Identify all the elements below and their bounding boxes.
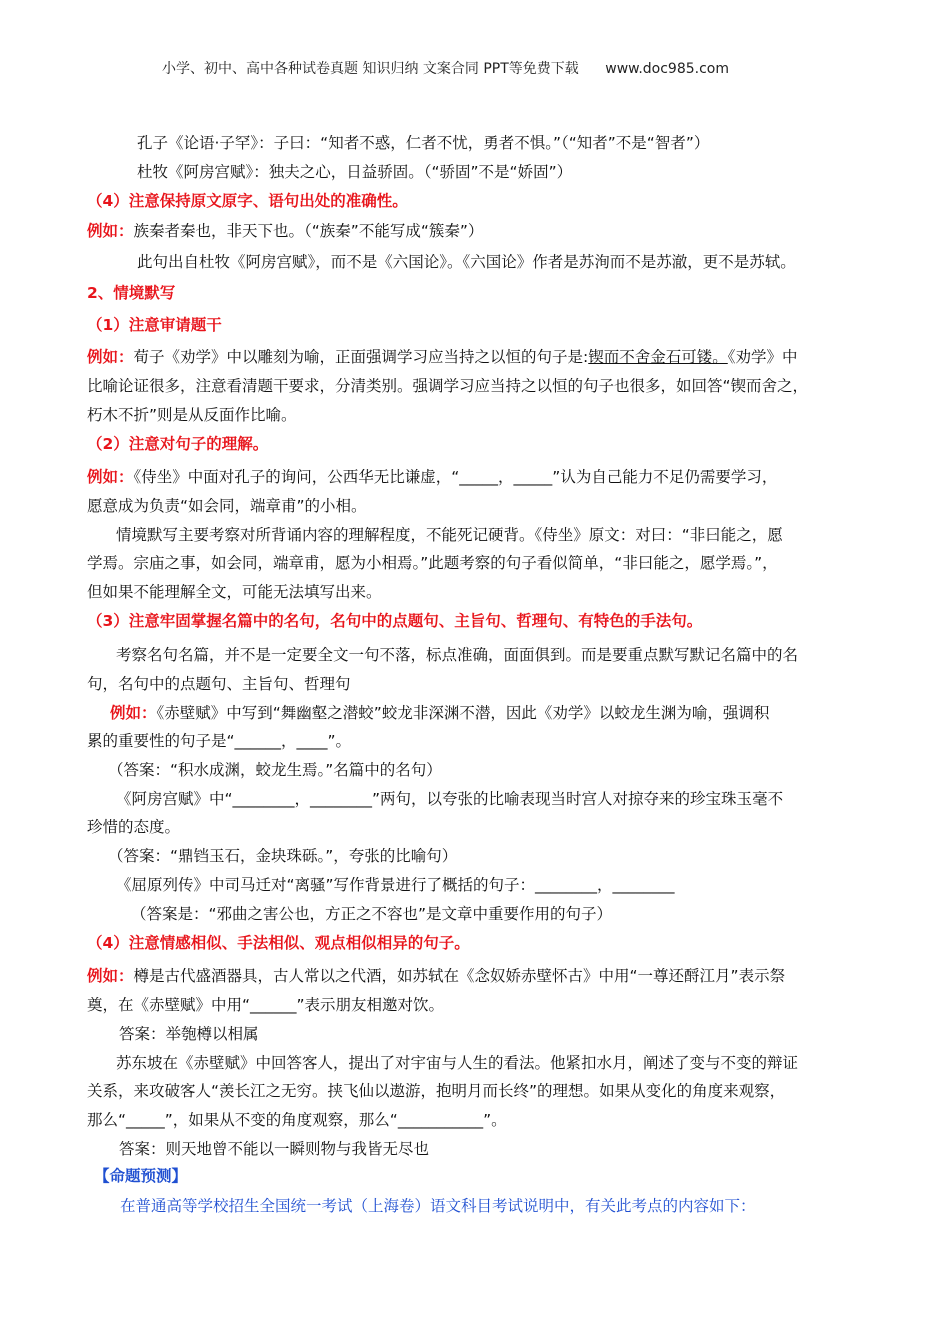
text-line: 考察名句名篇，并不是一定要全文一句不落，标点准确，面面俱到。而是要重点默写默记名篇中的名 (116, 646, 799, 664)
example-line (87, 219, 483, 243)
example-label: 例如： (110, 704, 157, 722)
answer-line: 答案：则天地曾不能以一瞬则物与我皆无尽也 (119, 1140, 430, 1158)
subheading: （3）注意牢固掌握名篇中的名句，名句中的点题句、主旨句、哲理句、有特色的手法句。 (87, 612, 703, 630)
example-line (87, 345, 798, 369)
example-text: 《侍坐》中面对孔子的询问，公西华无比谦虚，“_____，_____”认为自己能力不足仍需要学习， (133, 468, 778, 486)
text-line: 累的重要性的句子是“______，____”。 (87, 732, 352, 750)
example-label: 例如： (87, 468, 134, 486)
text-line: 孔子《论语·子罕》：子曰：“知者不惑，仁者不忧，勇者不惧。”（“知者”不是“智者”） (137, 134, 710, 152)
example-line (110, 701, 769, 725)
example-text: 樽是古代盛酒器具，古人常以之代酒，如苏轼在《念奴娇赤壁怀古》中用“一尊还酹江月”表示祭 (133, 967, 786, 985)
answer-line: 答案：举匏樽以相属 (119, 1025, 259, 1043)
example-line (87, 964, 785, 988)
example-label: 例如： (87, 348, 134, 366)
subheading: （4）注意情感相似、手法相似、观点相似相异的句子。 (87, 934, 470, 952)
text-line: 但如果不能理解全文，可能无法填写出来。 (87, 583, 382, 601)
underlined-answer: 锲而不舍金石可镂。 (588, 348, 728, 366)
page-header (162, 57, 729, 81)
text-line: 奠，在《赤壁赋》中用“______”表示朋友相邀对饮。 (87, 996, 445, 1014)
forecast-text: 在普通高等学校招生全国统一考试（上海卷）语文科目考试说明中，有关此考点的内容如下： (120, 1197, 756, 1215)
example-label: 例如： (87, 967, 134, 985)
text-line: 情境默写主要考察对所背诵内容的理解程度，不能死记硬背。《侍坐》原文：对曰：“非曰能之，愿 (116, 526, 783, 544)
answer-line: （答案是：“邪曲之害公也，方正之不容也”是文章中重要作用的句子） (131, 905, 613, 923)
text-line: 比喻论证很多，注意看清题干要求，分清类别。强调学习应当持之以恒的句子也很多，如回答“锲而舍之， (87, 377, 809, 395)
example-label: 例如： (87, 222, 134, 240)
example-text: 《赤壁赋》中写到“舞幽壑之潜蛟”蛟龙非深渊不潜，因此《劝学》以蛟龙生渊为喻，强调积 (156, 704, 770, 722)
text-line: 那么“_____”，如果从不变的角度观察，那么“___________”。 (87, 1111, 507, 1129)
example-text: 族秦者秦也，非天下也。（“族秦”不能写成“簇秦”） (133, 222, 484, 240)
subheading: （2）注意对句子的理解。 (87, 435, 269, 453)
text-line: 愿意成为负责“如会同，端章甫”的小相。 (87, 497, 367, 515)
text-line: 学焉。宗庙之事，如会同，端章甫，愿为小相焉。”此题考察的句子看似简单，“非曰能之，愿学焉。”， (87, 554, 778, 572)
answer-line: （答案：“积水成渊，蛟龙生焉。”名篇中的名句） (108, 761, 442, 779)
subheading: （1）注意审请题干 (87, 316, 222, 334)
text-line: 珍惜的态度。 (87, 818, 181, 836)
header-site-link[interactable]: www.doc985.com (605, 61, 729, 77)
text-line: 句，名句中的点题句、主旨句、哲理句 (87, 675, 351, 693)
text-line: 《阿房宫赋》中“________，________”两句，以夸张的比喻表现当时宫人对掠夺来的珍宝珠玉毫不 (116, 790, 784, 808)
example-line (87, 465, 777, 489)
header-text: 小学、初中、高中各种试卷真题 知识归纳 文案合同 PPT等免费下载 (162, 61, 579, 77)
text-line: 关系，来攻破客人“羡长江之无穷。挟飞仙以遨游，抱明月而长终”的理想。如果从变化的角度来观察， (87, 1082, 786, 1100)
example-text: 荀子《劝学》中以雕刻为喻，正面强调学习应当持之以恒的句子是: (133, 348, 589, 366)
forecast-heading: 【命题预测】 (94, 1167, 188, 1185)
text-line: 朽木不折”则是从反面作比喻。 (87, 406, 297, 424)
section-heading: 2、情境默写 (87, 284, 176, 302)
text-line: 杜牧《阿房宫赋》：独夫之心，日益骄固。（“骄固”不是“娇固”） (137, 163, 573, 181)
example-text-tail: 《劝学》中 (727, 348, 798, 366)
text-line: 《屈原列传》中司马迁对“离骚”写作背景进行了概括的句子：________，________ (116, 876, 675, 894)
answer-line: （答案：“鼎铛玉石，金块珠砾。”，夸张的比喻句） (108, 847, 458, 865)
text-line: 此句出自杜牧《阿房宫赋》，而不是《六国论》。《六国论》作者是苏洵而不是苏澈，更不是苏轼。 (137, 253, 796, 271)
text-line: 苏东坡在《赤壁赋》中回答客人，提出了对宇宙与人生的看法。他紧扣水月，阐述了变与不变的辩证 (116, 1054, 799, 1072)
subheading: （4）注意保持原文原字、语句出处的准确性。 (87, 192, 408, 210)
